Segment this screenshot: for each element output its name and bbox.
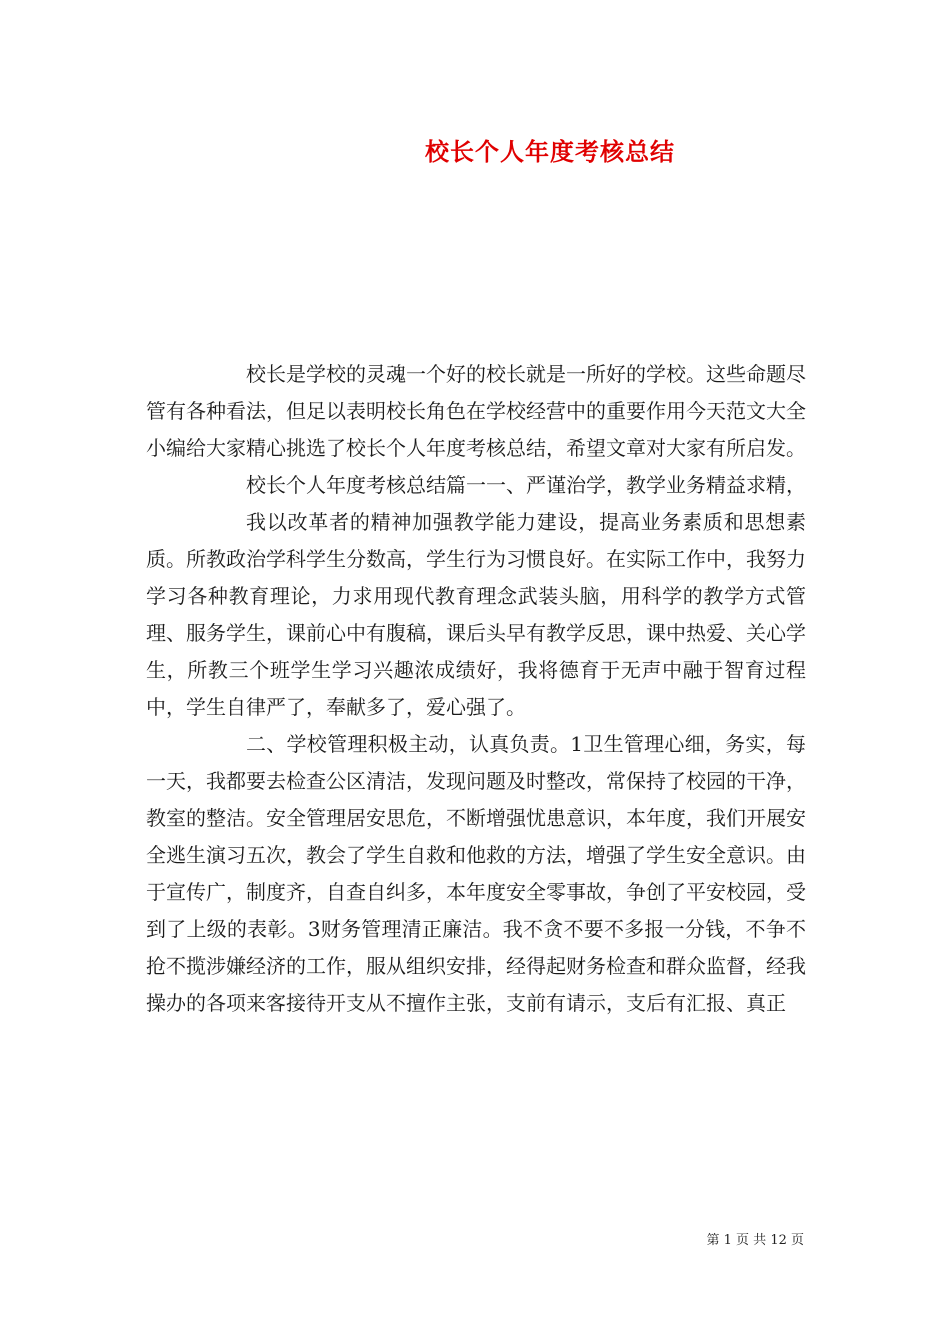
document-title: 校长个人年度考核总结 <box>425 137 675 166</box>
page-number-footer: 第 1 页 共 12 页 <box>706 1233 804 1248</box>
document-body <box>146 356 806 1022</box>
paragraph-intro: 校长是学校的灵魂一个好的校长就是一所好的学校。这些命题尽管有各种看法，但足以表明校长角色在学校经营中的重要作用今天范文大全小编给大家精心挑选了校长个人年度考核总结，希望文章对大家有所启发。 <box>146 362 806 460</box>
paragraph-management: 二、学校管理积极主动，认真负责。1卫生管理心细，务实，每一天，我都要去检查公区清洁，发现问题及时整改，常保持了校园的干净，教室的整洁。安全管理居安思危，不断增强忧患意识，本年度，我们开展安全逃生演习五次，教会了学生自救和他救的方法，增强了学生安全意识。由于宣传广，制度齐，自查自纠多，本年度安全零事故，争创了平安校园，受到了上级的表彰。3财务管理清正廉洁。我不贪不要不多报一分钱，不争不抢不揽涉嫌经济的工作，服从组织安排，经得起财务检查和群众监督，经我操办的各项来客接待开支从不擅作主张，支前有请示，支后有汇报、真正 <box>146 732 806 1015</box>
paragraph-teaching: 我以改革者的精神加强教学能力建设，提高业务素质和思想素质。所教政治学科学生分数高，学生行为习惯良好。在实际工作中，我努力学习各种教育理论，力求用现代教育理念武装头脑，用科学的教学方式管理、服务学生，课前心中有腹稿，课后头早有教学反思，课中热爱、关心学生，所教三个班学生学习兴趣浓成绩好，我将德育于无声中融于智育过程中，学生自律严了，奉献多了，爱心强了。 <box>146 510 806 719</box>
paragraph-section-one-heading: 校长个人年度考核总结篇一一、严谨治学，教学业务精益求精， <box>246 473 806 497</box>
